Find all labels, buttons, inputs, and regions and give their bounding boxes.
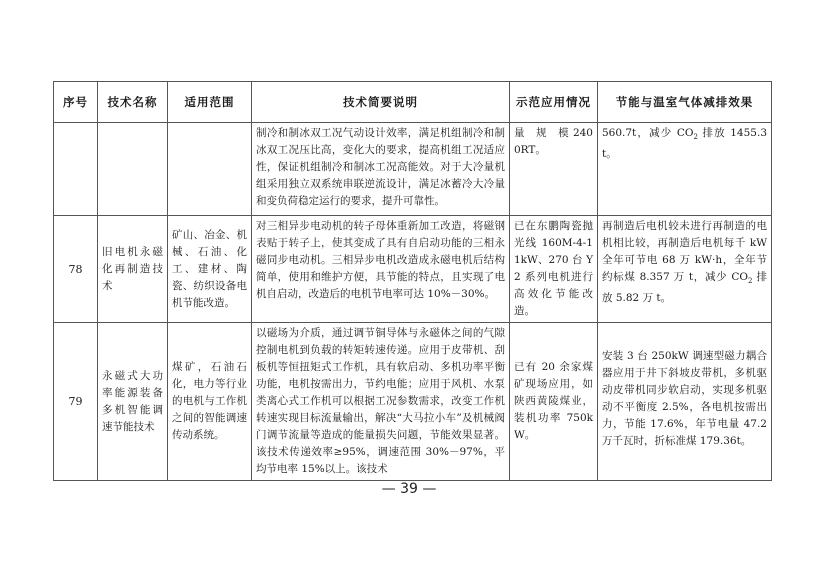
- page-number: — 39 —: [381, 481, 437, 497]
- row-tech-name: 旧电机永磁化再制造技术: [102, 245, 163, 292]
- row-effect: 安装 3 台 250kW 调速型磁力耦合器应用于井下斜坡皮带机，多机驱动皮带机同步软启动，实现多机驱动不平衡度 2.5%，各电机按需出力，节能 17.6%，年节电量 47.2 万千瓦时，折标准煤 179.36t。: [602, 350, 767, 448]
- row-description: 对三相异步电动机的转子母体重新加工改造，将磁钢表贴于转子上，使其变成了具有自启动功能的三相永磁同步电动机。三相异步电机改造成永磁电机后结构简单，使用和维护方便，具节能的特点，且实现了电机自启动，改造后的电机节电率可达 10%－30%。: [256, 220, 505, 300]
- row-demo: 量 规 模 2400RT。: [514, 127, 593, 156]
- row-scope: 矿山、冶金、机械、石油、化工、建材、陶瓷、纺织设备电机节能改造。: [172, 228, 247, 309]
- row-demo: 已在东鹏陶瓷抛光线 160M-4-11kW、270 台 Y2 系列电机进行高效化节能改造。: [514, 220, 593, 317]
- row-demo: 已有 20 余家煤矿现场应用，如陕西黄陵煤业，装机功率 750kW。: [514, 361, 593, 441]
- row-effect: 再制造后电机较未进行再制造的电机相比较，再制造后电机每千 kW 全年可节电 68 万 kW·h，全年节约标煤 8.357 万 t，减少 $CO_2$ 排放 5.82 万 t。: [602, 220, 767, 305]
- header-index: 序号: [54, 82, 98, 123]
- row-index: [54, 123, 98, 216]
- row-effect: 560.7t，减少 $CO_2$ 排放 1455.3t。: [602, 127, 767, 161]
- header-demo: 示范应用情况: [510, 82, 598, 123]
- header-scope: 适用范围: [168, 82, 252, 123]
- table-header-row: [54, 82, 772, 123]
- row-scope: 煤矿，石油石化，电力等行业的电机与工作机之间的智能调速传动系统。: [172, 361, 247, 441]
- row-tech-name: [98, 123, 167, 127]
- row-scope: [168, 123, 251, 127]
- header-description: 技术简要说明: [252, 82, 510, 123]
- row-description: 以磁场为介质，通过调节铜导体与永磁体之间的气隙控制电机到负载的转矩转速传递。应用于皮带机、刮板机等恒扭矩式工作机，具有软启动、多机功率平衡功能，电机按需出力，节约电能；应用于风机、水泵类离心式工作机可以根据工况参数需求，改变工作机转速实现目标流量输出，解决“大马拉小车”及机械阀门调节流量等造成的能量损失问题，节能效果显著。该技术传递效率≥95%，调速范围 30%－97%，平均节电率 15%以上。该技术: [256, 327, 505, 475]
- header-effect: 节能与温室气体减排效果: [598, 82, 772, 123]
- header-tech-name: 技术名称: [98, 82, 168, 123]
- table-row: [54, 123, 772, 216]
- row-tech-name: 永磁式大功率能源装备多机智能调速节能技术: [102, 369, 163, 433]
- table-row: [54, 216, 772, 323]
- technology-table: [53, 81, 772, 481]
- table-row: [54, 323, 772, 481]
- row-index: 78: [54, 216, 98, 323]
- row-index: 79: [54, 323, 98, 481]
- row-description: 制冷和制冰双工况气动设计效率，满足机组制冷和制冰双工况压比高，变化大的要求，提高机组工况适应性，保证机组制冷和制冰工况高能效。对于大冷量机组采用独立双系统串联逆流设计，满足冰蓄冷大冷量和变负荷稳定运行的要求，提升可靠性。: [256, 127, 505, 207]
